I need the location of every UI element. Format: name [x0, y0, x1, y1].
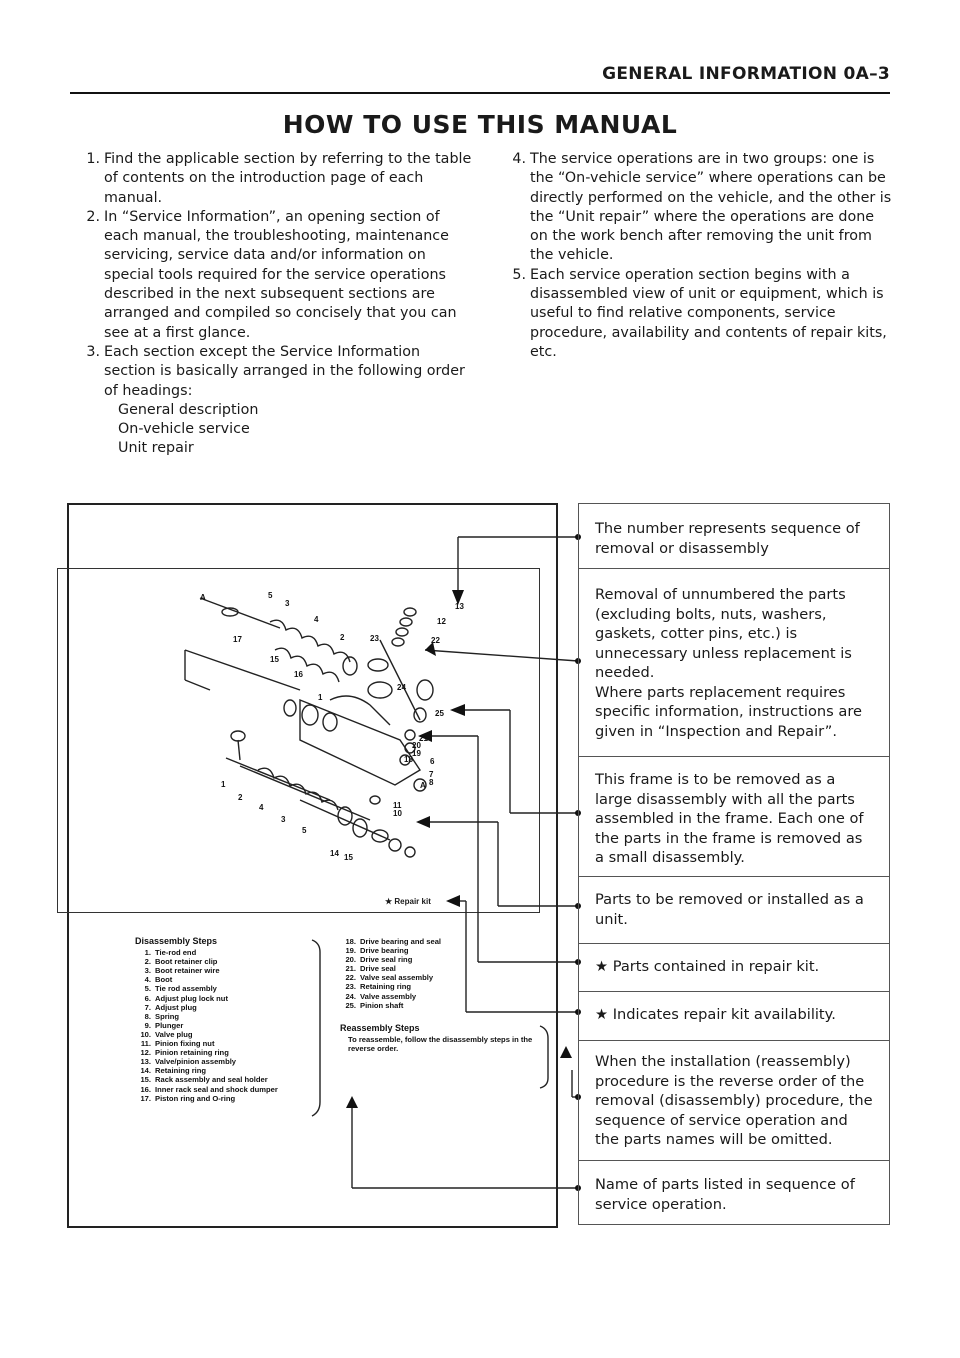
step-name: Retaining ring [360, 982, 412, 992]
part-number-label: 3 [281, 815, 286, 824]
part-number-label: 19 [412, 749, 421, 758]
step-name: Tie-rod end [155, 948, 197, 958]
item-text: In “Service Information”, an opening section of each manual, the troubleshooting, maintenance servicing, service data and/or information on special tools required for the service operations described in the next subsequent sections are arranged and compiled so concisely that you can see at a first glance. [104, 208, 457, 341]
step-name: Valve/pinion assembly [155, 1057, 237, 1067]
step-number: 7. [144, 1002, 151, 1012]
step-row [135, 1021, 315, 1030]
step-number: 6. [144, 993, 151, 1003]
step-number: 1. [144, 948, 151, 958]
step-name: Plunger [155, 1020, 184, 1030]
step-name: Rack assembly and seal holder [155, 1075, 268, 1085]
step-name: Pinion retaining ring [155, 1048, 229, 1058]
callout-frame-removal: This frame is to be removed as a large disassembly with all the parts assembled in the frame. Each one of the parts in the frame is removed as a small disassembly. [579, 756, 889, 876]
disassembly-steps-title: Disassembly Steps [135, 936, 218, 946]
callout-repair-kit-availability: ★ Indicates repair kit availability. [579, 991, 889, 1040]
step-name: Drive seal ring [360, 955, 413, 965]
step-name: Boot retainer wire [155, 966, 220, 976]
step-row [135, 1085, 315, 1094]
item-number: 1. [86, 151, 100, 167]
part-number-label: 8 [429, 778, 434, 787]
item-text: Find the applicable section by referring to the table of contents on the introduction page of each manual. [104, 151, 472, 206]
part-number-label: 15 [344, 853, 353, 862]
step-name: Valve plug [155, 1029, 193, 1039]
repair-kit-label: ★ Repair kit [385, 897, 431, 906]
step-number: 8. [144, 1011, 151, 1021]
part-number-label: 13 [455, 602, 464, 611]
part-number-label: 6 [430, 757, 435, 766]
part-number-label: 3 [285, 599, 290, 608]
step-row [135, 966, 315, 975]
step-name: Valve assembly [360, 991, 417, 1001]
part-number-label: 11 [393, 801, 402, 810]
step-row [135, 1057, 315, 1066]
step-number: 9. [144, 1020, 151, 1030]
callout-reassembly-omitted: When the installation (reassembly) procedure is the reverse order of the removal (disassembly) procedure, the sequence of service operation and the parts names will be omitted. [579, 1040, 889, 1160]
part-number-label: 1 [221, 780, 226, 789]
step-name: Spring [155, 1011, 180, 1021]
heading-on-vehicle-service: On-vehicle service [118, 421, 250, 438]
part-number-label: 24 [397, 683, 406, 692]
reassembly-steps-text: To reassemble, follow the disassembly steps in the reverse order. [348, 1034, 533, 1053]
disassembly-steps-list-continued [340, 937, 540, 1053]
step-row [135, 1012, 315, 1021]
step-row [135, 1030, 315, 1039]
callout-sequence-number: The number represents sequence of removal or disassembly [595, 520, 860, 557]
part-number-label: 17 [233, 635, 242, 644]
step-number: 2. [144, 957, 151, 967]
callout-unit-parts: Parts to be removed or installed as a unit. [579, 876, 889, 943]
step-row [135, 1075, 315, 1084]
step-number: 12. [140, 1048, 151, 1058]
step-name: Piston ring and O-ring [155, 1093, 236, 1103]
heading-unit-repair: Unit repair [118, 440, 194, 457]
step-name: Inner rack seal and shock dumper [155, 1084, 278, 1094]
step-row [135, 948, 315, 957]
part-number-label: A [200, 593, 206, 602]
step-number: 23. [345, 982, 356, 992]
item-number: 2. [86, 208, 100, 225]
part-number-label: 10 [393, 809, 402, 818]
step-name: Pinion fixing nut [155, 1039, 215, 1049]
step-number: 14. [140, 1066, 151, 1076]
page-title: HOW TO USE THIS MANUAL [282, 110, 678, 139]
item-text: Each section except the Service Information section is basically arranged in the following order of headings: [104, 343, 465, 399]
part-number-label: 23 [370, 634, 379, 643]
part-number-label: 12 [437, 617, 446, 626]
step-row [135, 1048, 315, 1057]
step-row [135, 1094, 315, 1103]
step-number: 22. [345, 973, 356, 983]
section-header: GENERAL INFORMATION 0A–3 [602, 64, 890, 84]
step-name: Retaining ring [155, 1066, 207, 1076]
step-name: Drive seal [360, 964, 396, 974]
step-row [340, 946, 540, 955]
item-text: Each service operation section begins with a disassembled view of unit or equipment, which is useful to find relative components, service procedure, availability and contents of repair kits, etc. [530, 266, 887, 360]
callout-unnumbered-parts: Removal of unnumbered the parts (excluding bolts, nuts, washers, gaskets, cotter pins, etc.) is unnecessary unless replacement is needed. Where parts replacement requires specific information, instructions are given in “Inspection and Repair”. [579, 568, 889, 756]
step-name: Boot retainer clip [155, 957, 218, 967]
step-number: 18. [345, 937, 356, 946]
item-number: 3. [86, 343, 100, 360]
step-number: 3. [144, 966, 151, 976]
part-number-label: 25 [435, 709, 444, 718]
part-number-label: 5 [302, 826, 307, 835]
step-row [135, 1003, 315, 1012]
disassembly-steps-list [135, 937, 315, 1103]
part-number-label: 4 [259, 803, 264, 812]
step-row [340, 982, 540, 991]
part-number-label: 2 [238, 793, 243, 802]
step-name: Drive bearing [360, 946, 409, 956]
part-number-label: 16 [294, 670, 303, 679]
step-name: Drive bearing and seal [360, 937, 442, 946]
step-row [135, 984, 315, 993]
callout-parts-sequence: Name of parts listed in sequence of service operation. [579, 1160, 889, 1226]
step-row [340, 1001, 540, 1010]
part-number-label: 20 [412, 741, 421, 750]
step-name: Pinion shaft [360, 1000, 404, 1010]
step-number: 11. [140, 1039, 151, 1049]
part-number-label: A [420, 781, 426, 790]
step-row [135, 1066, 315, 1075]
step-name: Tie rod assembly [155, 984, 217, 994]
step-number: 25. [345, 1000, 356, 1010]
step-name: Adjust plug lock nut [155, 993, 228, 1003]
step-number: 13. [140, 1057, 151, 1067]
part-number-label: 14 [330, 849, 339, 858]
step-number: 21. [345, 964, 356, 974]
step-name: Boot [155, 975, 173, 985]
step-row [340, 964, 540, 973]
item-number: 5. [512, 266, 526, 283]
item-text: The service operations are in two groups: one is the “On-vehicle service” where operations can be directly performed on the vehicle, and the other is the “Unit repair” where the operations are done on the work bench after removing the unit from the vehicle. [530, 151, 892, 264]
step-number: 15. [140, 1075, 151, 1085]
step-number: 10. [140, 1029, 151, 1039]
step-row [340, 992, 540, 1001]
part-number-label: 21 [419, 734, 428, 743]
step-number: 24. [345, 991, 356, 1001]
part-number-label: 7 [429, 770, 434, 779]
step-number: 17. [140, 1093, 151, 1103]
step-name: Valve seal assembly [360, 973, 434, 983]
step-number: 16. [140, 1084, 151, 1094]
step-number: 20. [345, 955, 356, 965]
step-row [340, 937, 540, 946]
part-number-label: 2 [340, 633, 345, 642]
item-number: 4. [512, 151, 526, 167]
step-row [135, 1039, 315, 1048]
part-number-label: 4 [314, 615, 319, 624]
heading-general-description: General description [118, 401, 259, 418]
callout-panel [578, 503, 890, 1225]
part-number-label: 18 [404, 755, 413, 764]
reassembly-steps-title: Reassembly Steps [340, 1022, 420, 1033]
step-name: Adjust plug [155, 1002, 197, 1012]
step-row [135, 957, 315, 966]
callout-repair-kit-parts: ★ Parts contained in repair kit. [579, 943, 889, 991]
part-number-label: 1 [318, 693, 323, 702]
step-row [135, 994, 315, 1003]
step-number: 4. [144, 975, 151, 985]
part-number-label: 15 [270, 655, 279, 664]
step-row [135, 975, 315, 984]
step-number: 19. [345, 946, 356, 956]
step-row [340, 973, 540, 982]
part-number-label: 22 [431, 636, 440, 645]
step-number: 5. [144, 984, 151, 994]
step-row [340, 955, 540, 964]
part-number-label: 5 [268, 591, 273, 600]
